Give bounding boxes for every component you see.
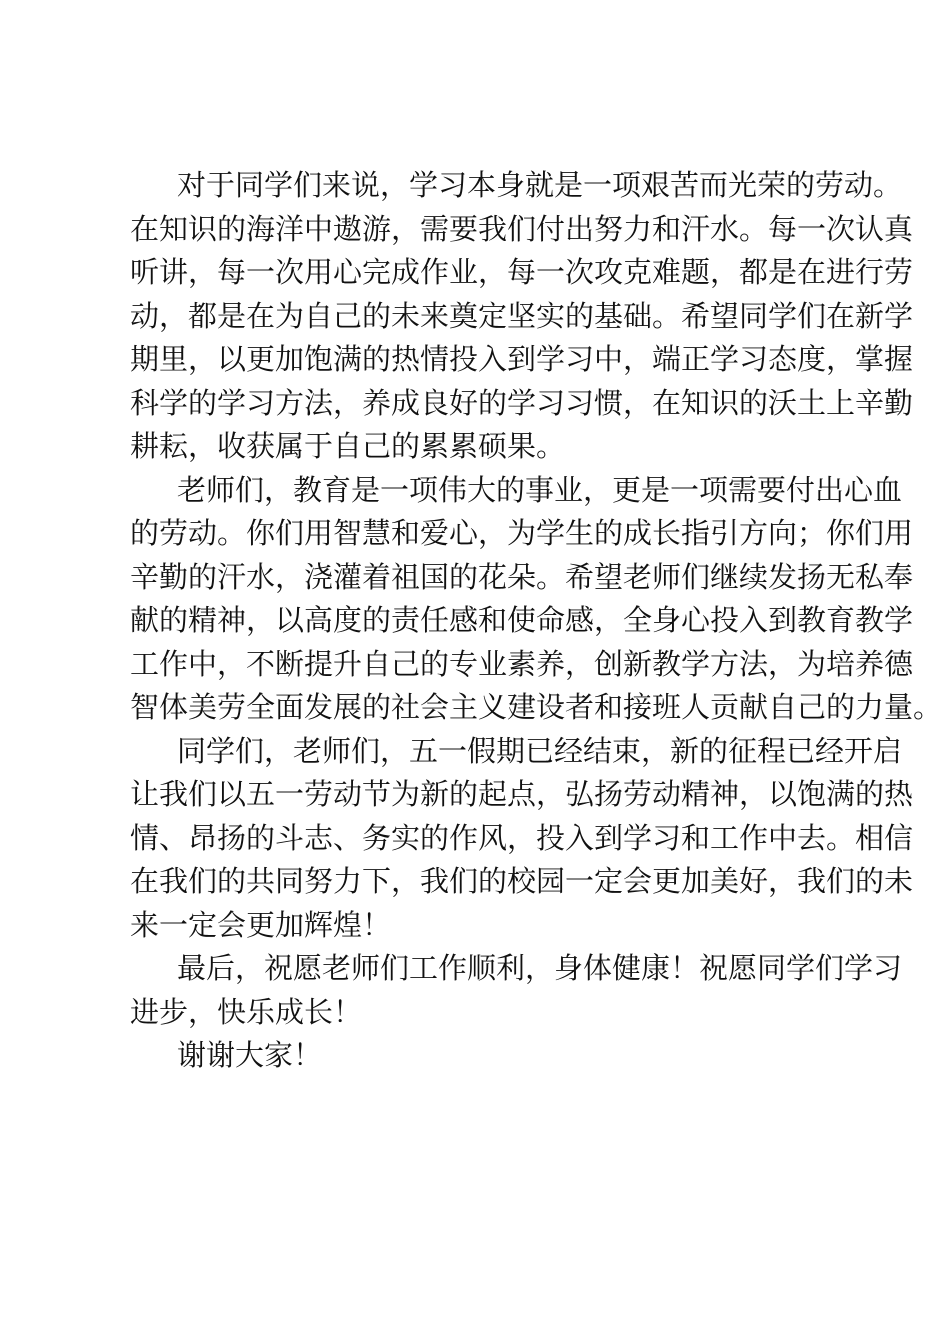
paragraph-line: 献的精神，以高度的责任感和使命感，全身心投入到教育教学 bbox=[130, 603, 914, 637]
paragraph-line: 最后，祝愿老师们工作顺利，身体健康！祝愿同学们学习 bbox=[177, 951, 903, 985]
paragraph-line: 来一定会更加辉煌！ bbox=[130, 907, 392, 942]
paragraph-line: 对于同学们来说，学习本身就是一项艰苦而光荣的劳动。 bbox=[177, 168, 903, 202]
paragraph-everyone bbox=[130, 730, 914, 948]
paragraph-students bbox=[130, 164, 914, 469]
paragraph-line: 智体美劳全面发展的社会主义建设者和接班人贡献自己的力量。 bbox=[130, 690, 943, 724]
paragraph-thanks bbox=[130, 1034, 836, 1078]
paragraph-line: 谢谢大家！ bbox=[177, 1038, 323, 1072]
paragraph-line: 情、昂扬的斗志、务实的作风，投入到学习和工作中去。相信 bbox=[130, 820, 914, 855]
paragraph-line: 动，都是在为自己的未来奠定坚实的基础。希望同学们在新学 bbox=[130, 298, 914, 333]
paragraph-line: 辛勤的汗水，浇灌着祖国的花朵。希望老师们继续发扬无私奉 bbox=[130, 559, 914, 594]
paragraph-line: 工作中，不断提升自己的专业素养，创新教学方法，为培养德 bbox=[130, 646, 914, 681]
paragraph-line: 进步，快乐成长！ bbox=[130, 994, 363, 1029]
paragraph-line: 听讲，每一次用心完成作业，每一次攻克难题，都是在进行劳 bbox=[130, 255, 914, 289]
paragraph-line: 耕耘，收获属于自己的累累硕果。 bbox=[130, 429, 566, 463]
paragraph-line: 老师们，教育是一项伟大的事业，更是一项需要付出心血 bbox=[177, 472, 903, 507]
paragraph-line: 在知识的海洋中遨游，需要我们付出努力和汗水。每一次认真 bbox=[130, 211, 914, 246]
paragraph-teachers bbox=[130, 469, 943, 730]
paragraph-line: 在我们的共同努力下，我们的校园一定会更加美好，我们的未 bbox=[130, 864, 914, 898]
paragraph-wishes bbox=[130, 947, 903, 1034]
paragraph-line: 科学的学习方法，养成良好的学习习惯，在知识的沃土上辛勤 bbox=[130, 385, 914, 420]
paragraph-line: 同学们，老师们，五一假期已经结束，新的征程已经开启 bbox=[177, 733, 903, 768]
paragraph-line: 让我们以五一劳动节为新的起点，弘扬劳动精神，以饱满的热 bbox=[130, 777, 914, 811]
paragraph-line: 的劳动。你们用智慧和爱心，为学生的成长指引方向；你们用 bbox=[130, 516, 914, 550]
paragraph-line: 期里，以更加饱满的热情投入到学习中，端正学习态度，掌握 bbox=[130, 342, 914, 376]
document-body bbox=[130, 164, 943, 1078]
